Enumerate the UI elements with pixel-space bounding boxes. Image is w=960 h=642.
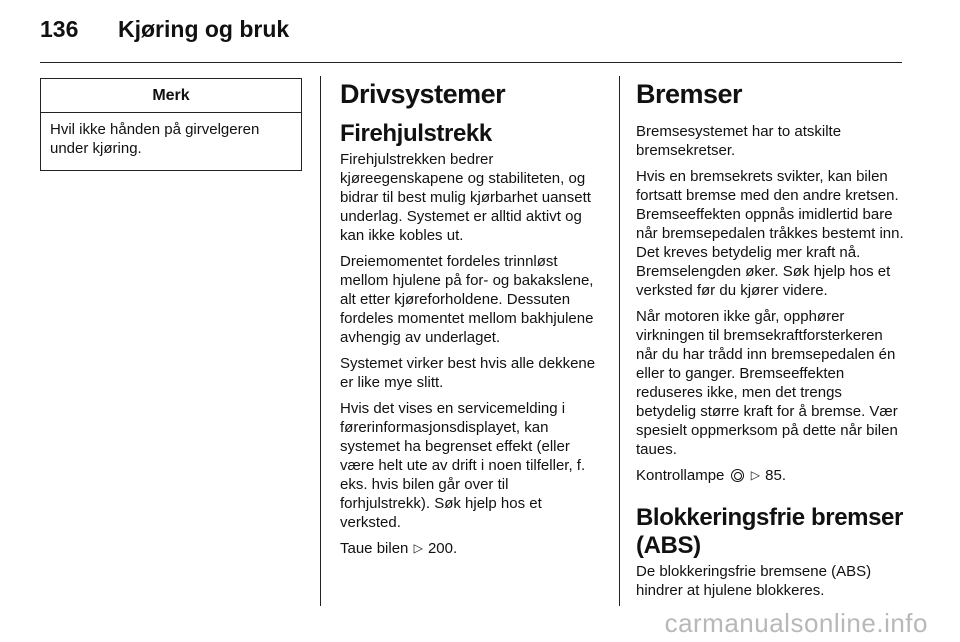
paragraph: Bremsesystemet har to atskilte bremsekretser. xyxy=(636,123,842,159)
column-divider-left xyxy=(320,76,321,606)
lamp-text: Kontrollampe xyxy=(636,467,725,484)
column-3 xyxy=(636,78,904,607)
note-title: Merk xyxy=(41,79,301,113)
tow-text: Taue bilen xyxy=(340,540,409,557)
reference-arrow-icon: ▷ xyxy=(750,468,760,482)
lamp-page-link[interactable]: 85. xyxy=(765,467,786,484)
subheading-firehjulstrekk: Firehjulstrekk xyxy=(340,120,492,147)
paragraph: Dreiemomentet fordeles trinnløst mellom hjulene på for- og bakakslene, alt etter kjøreforholdene. Dessuten fordeles momentet mellom bakhjulene avhengig av underlaget. xyxy=(340,253,594,346)
header-divider xyxy=(40,62,902,63)
section-heading-abs: Blokkeringsfrie bremser (ABS) xyxy=(636,504,903,559)
paragraph: De blokkeringsfrie bremsene (ABS) hindrer at hjulene blokkeres. xyxy=(636,563,872,599)
column-2 xyxy=(340,78,602,566)
paragraph: Hvis en bremsekrets svikter, kan bilen fortsatt bremse med den andre kretsen. Bremseeffekten oppnås imidlertid bare når bremsepedalen tråkkes bestemt inn. Det kreves betydelig mer kraft nå. Bremselengden øker. Søk hjelp hos et verksted før du kjører videre. xyxy=(636,168,904,299)
chapter-title: Kjøring og bruk xyxy=(118,16,290,42)
section-heading-drivsystemer: Drivsystemer xyxy=(340,79,506,109)
lamp-reference-line xyxy=(636,466,904,486)
reference-arrow-icon: ▷ xyxy=(413,541,423,555)
paragraph: Hvis det vises en servicemelding i førerinformasjonsdisplayet, kan systemet ha begrenset effekt (eller være helt ute av drift i noen tilfeller, f. eks. hvis bilen går over til forhjulstrekk). Søk hjelp hos et verksted. xyxy=(340,400,586,531)
column-divider-right xyxy=(619,76,620,606)
paragraph: Når motoren ikke går, opphører virkningen til bremsekraftforsterkeren når du har trådd inn bremsepedalen én eller to ganger. Bremseeffekten reduseres ikke, men det trengs betydelig større kraft for å bremse. Vær spesielt oppmerksom på dette når bilen taues. xyxy=(636,308,898,458)
note-text: Hvil ikke hånden på girvelgeren under kjøring. xyxy=(50,121,260,157)
paragraph: Systemet virker best hvis alle dekkene er like mye slitt. xyxy=(340,355,596,391)
tow-reference-line xyxy=(340,539,602,559)
paragraph: Firehjulstrekken bedrer kjøreegenskapene og stabiliteten, og bidrar til best mulig kjørbarhet uansett underlag. Systemet er alltid aktivt og kan ikke kobles ut. xyxy=(340,151,591,244)
watermark: carmanualsonline.info xyxy=(664,608,928,638)
page-number: 136 xyxy=(40,16,79,42)
tow-page-link[interactable]: 200. xyxy=(427,540,458,557)
brake-warning-lamp-icon xyxy=(731,469,744,482)
note-box xyxy=(40,78,302,171)
column-1 xyxy=(40,78,302,171)
section-heading-bremser: Bremser xyxy=(636,79,743,109)
